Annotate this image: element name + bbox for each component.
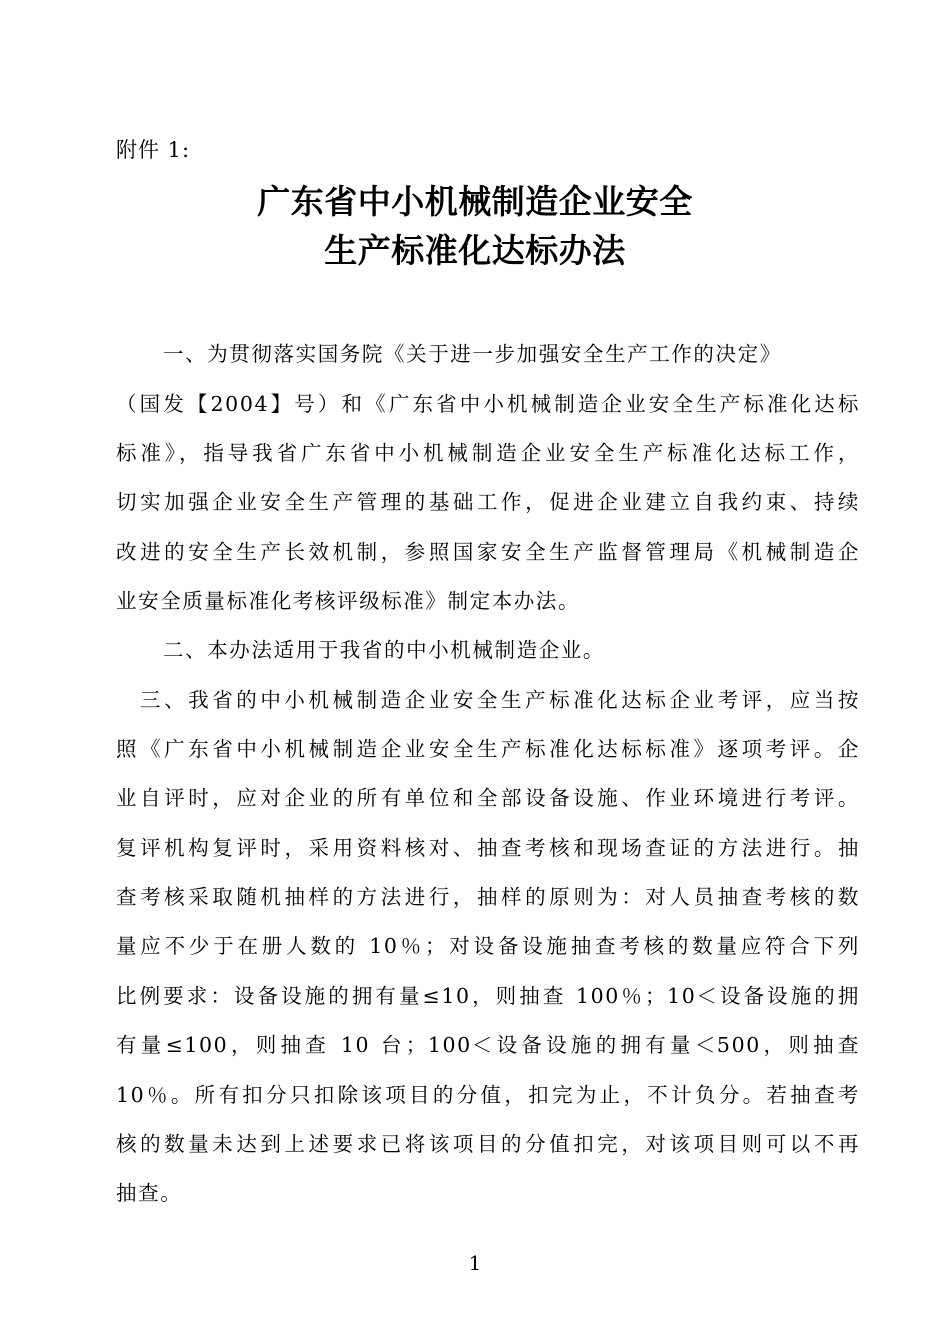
paragraph-3-line-7: 比例要求：设备设施的拥有量≤10，则抽查 100％；10＜设备设施的拥 — [116, 984, 860, 1008]
attachment-label: 附件 1: — [116, 138, 191, 162]
paragraph-3-line-6: 量应不少于在册人数的 10％；对设备设施抽查考核的数量应符合下列 — [116, 934, 860, 958]
paragraph-1-line-1: 一、为贯彻落实国务院《关于进一步加强安全生产工作的决定》 — [163, 342, 782, 366]
paragraph-3-line-2: 照《广东省中小机械制造企业安全生产标准化达标标准》逐项考评。企 — [116, 737, 860, 761]
paragraph-1-line-3: 标准》，指导我省广东省中小机械制造企业安全生产标准化达标工作， — [116, 441, 860, 465]
paragraph-1-line-5: 改进的安全生产长效机制，参照国家安全生产监督管理局《机械制造企 — [116, 540, 860, 564]
paragraph-3-line-4: 复评机构复评时，采用资料核对、抽查考核和现场查证的方法进行。抽 — [116, 836, 860, 860]
paragraph-3-line-5: 查考核采取随机抽样的方法进行，抽样的原则为：对人员抽查考核的数 — [116, 885, 860, 909]
paragraph-3-line-11: 抽查。 — [116, 1181, 183, 1205]
paragraph-3-line-3: 业自评时，应对企业的所有单位和全部设备设施、作业环境进行考评。 — [116, 786, 860, 810]
paragraph-3-line-9: 10％。所有扣分只扣除该项目的分值，扣完为止，不计负分。若抽查考 — [116, 1083, 860, 1107]
document-title-line-1: 广东省中小机械制造企业安全 — [257, 182, 693, 221]
paragraph-1-line-2: （国发【2004】号）和《广东省中小机械制造企业安全生产标准化达标 — [116, 392, 860, 416]
paragraph-2-line-1: 二、本办法适用于我省的中小机械制造企业。 — [163, 638, 605, 662]
paragraph-1-line-4: 切实加强企业安全生产管理的基础工作，促进企业建立自我约束、持续 — [116, 490, 860, 514]
paragraph-3-line-1: 三、我省的中小机械制造企业安全生产标准化达标企业考评，应当按 — [140, 688, 860, 712]
document-title-line-2: 生产标准化达标办法 — [324, 231, 626, 270]
paragraph-1-line-6: 业安全质量标准化考核评级标准》制定本办法。 — [116, 589, 581, 613]
page-number: 1 — [468, 1251, 482, 1275]
paragraph-3-line-8: 有量≤100，则抽查 10 台；100＜设备设施的拥有量＜500，则抽查 — [116, 1033, 860, 1057]
paragraph-3-line-10: 核的数量未达到上述要求已将该项目的分值扣完，对该项目则可以不再 — [116, 1132, 860, 1156]
